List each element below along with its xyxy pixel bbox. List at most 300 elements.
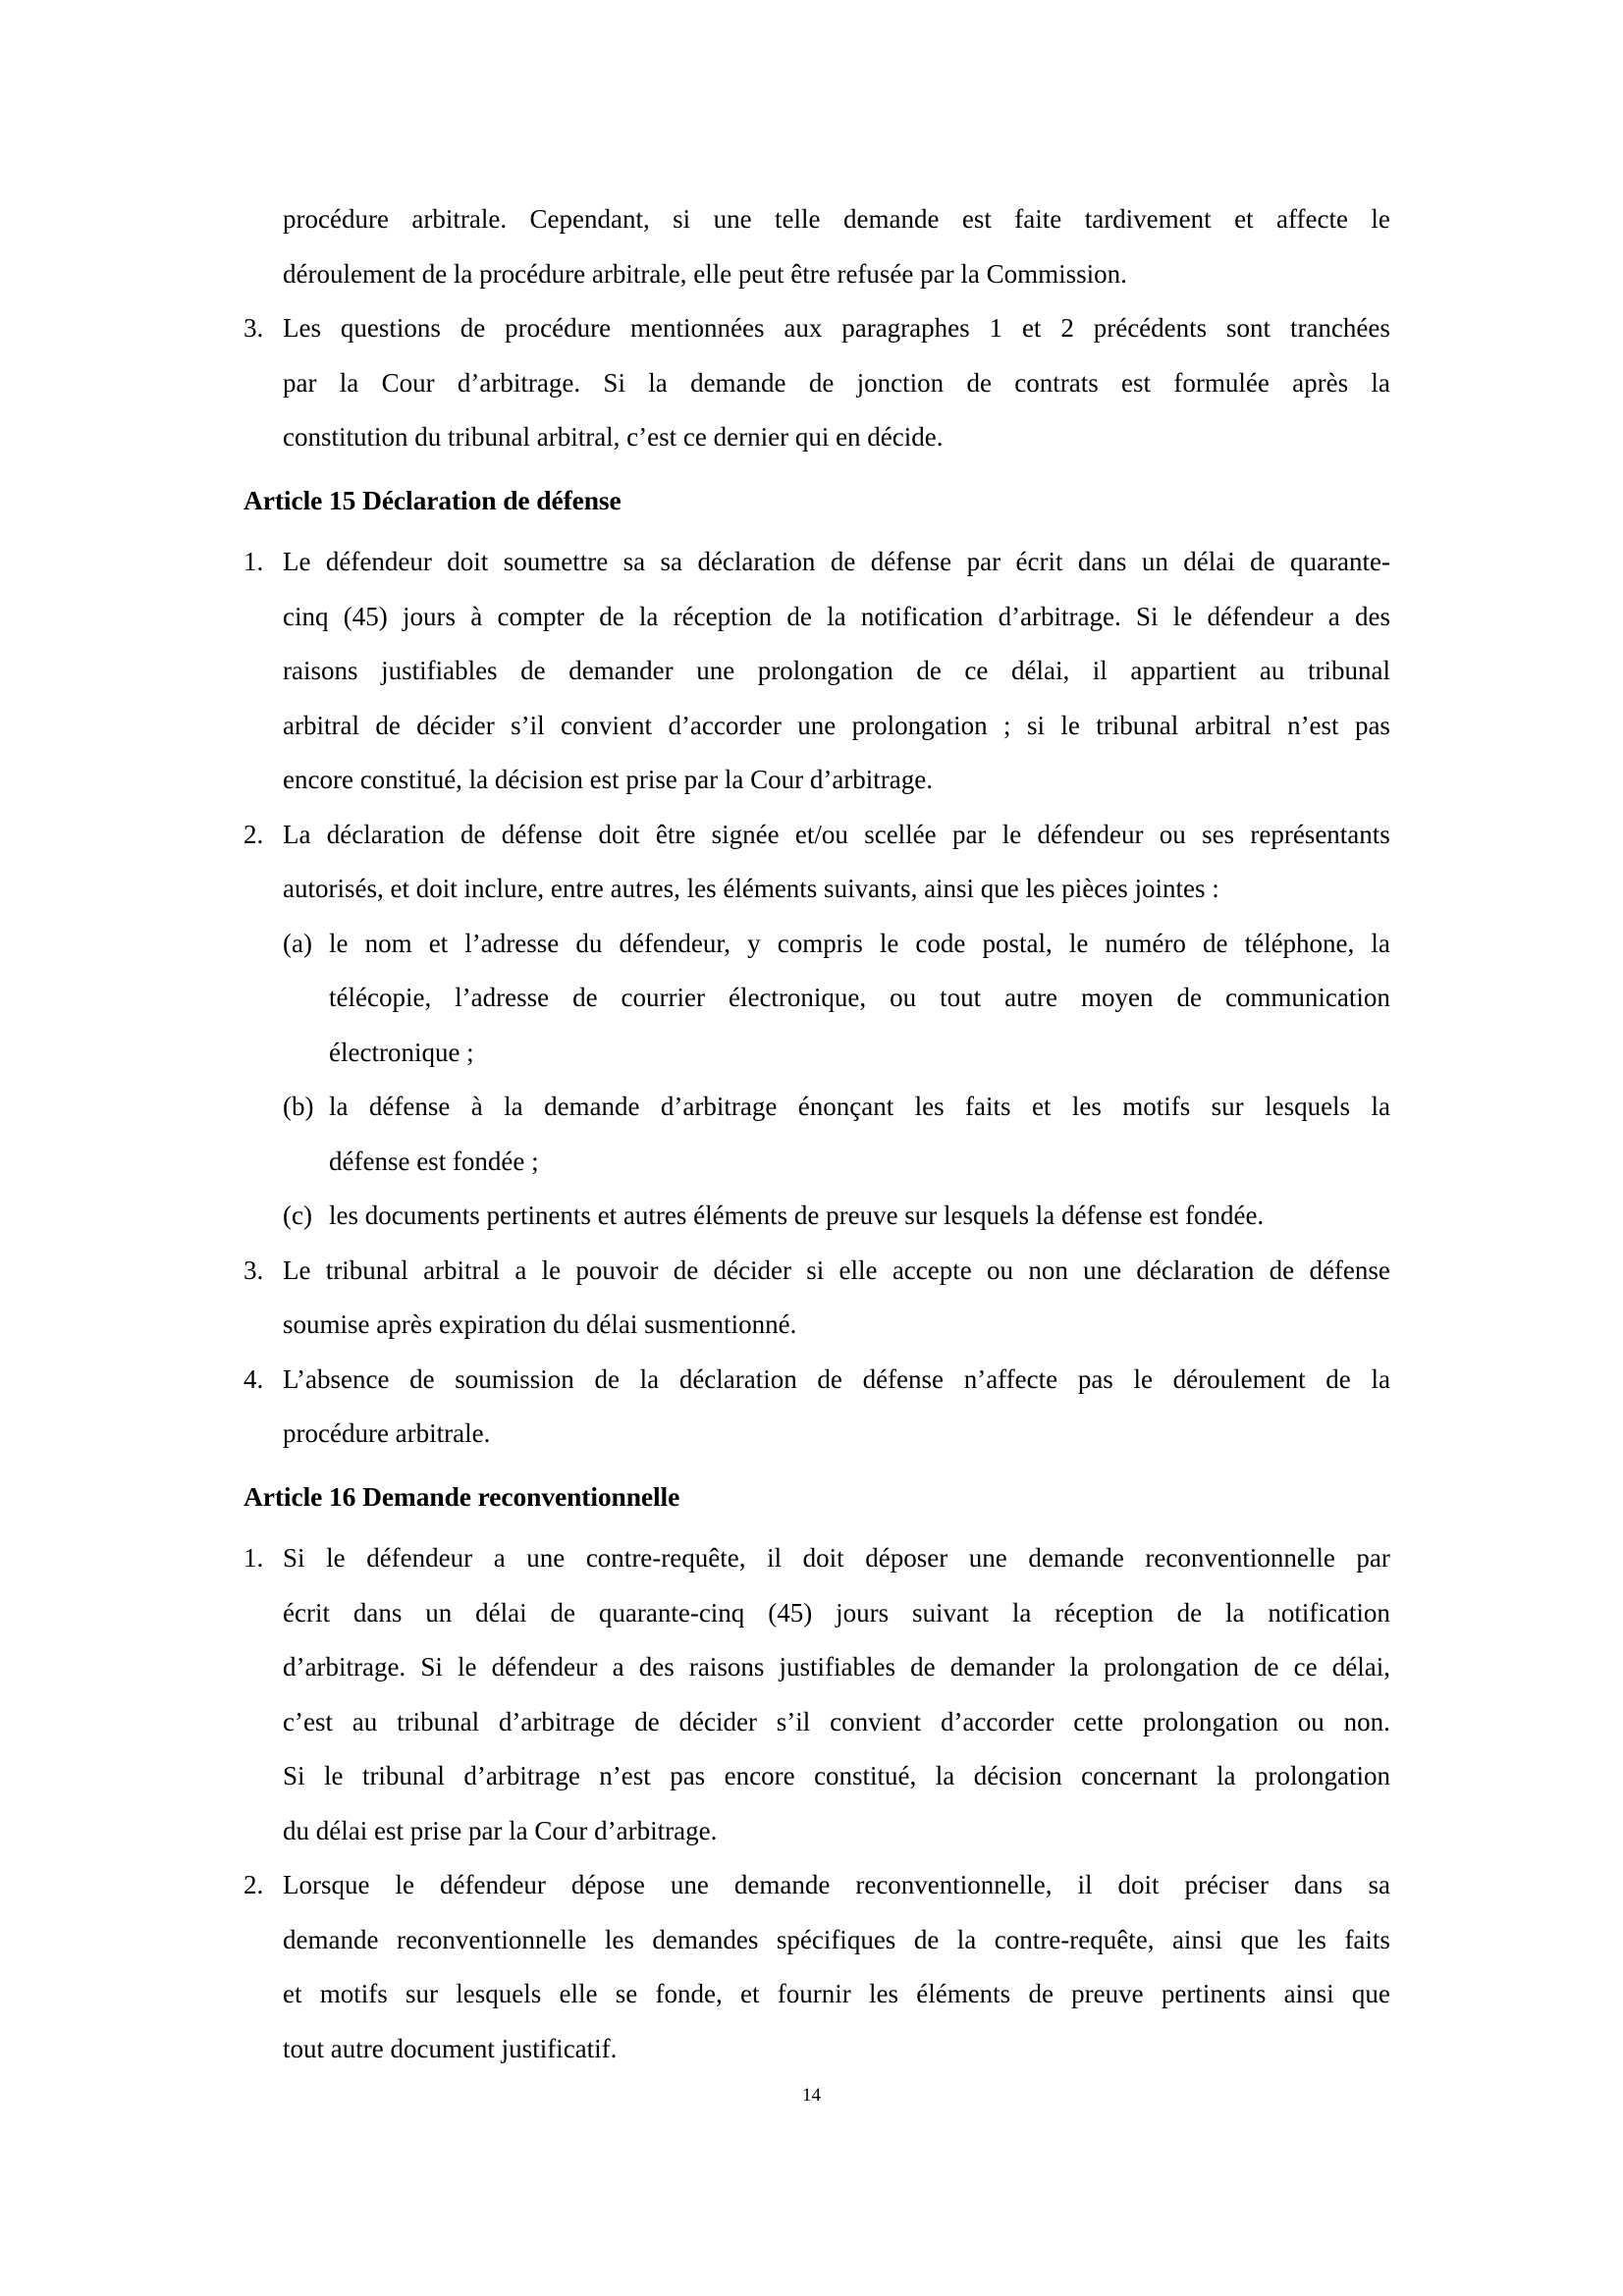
word: le [457,1652,477,1682]
word: la [1371,1363,1390,1394]
word: sont [1226,313,1271,343]
word: elle [559,1979,598,2008]
word: par [966,547,1001,576]
word: Si [283,1761,305,1790]
word: fournir [777,1979,851,2008]
word: la [1217,1761,1236,1790]
word: n’affecte [963,1363,1058,1394]
article-14-item-3 [243,301,1390,465]
text-line [283,808,1390,863]
word: de [1250,547,1275,576]
word: a [612,1652,624,1682]
word: de [594,1363,620,1394]
word: notification [1268,1597,1390,1628]
word: que [1240,1924,1279,1954]
word: le [879,928,899,958]
word: raisons [688,1652,765,1682]
word: la [339,367,359,398]
word: numéro [1105,928,1186,958]
word: procédure [505,313,612,343]
word: doit [447,547,489,576]
word: téléphone, [1244,928,1355,958]
word: le [1001,819,1022,849]
word: prolongation [1103,1652,1239,1682]
word: précédents [1093,313,1208,343]
word: la [639,1363,660,1394]
word: une [526,1543,566,1573]
word: de [375,710,401,740]
word: pas [1077,1363,1113,1394]
word: une [1083,1255,1122,1285]
word: convient [830,1706,922,1736]
word: la [1069,1652,1089,1682]
text-line: soumise après expiration du délai susmentionné. [283,1309,797,1339]
word: réception [673,601,773,631]
word: prolongation [1142,1706,1278,1736]
word: demande [544,1092,640,1121]
article-15-item-2-b [243,1080,1390,1189]
word: de [1325,1363,1351,1394]
word: demande [842,204,940,234]
word: par [283,367,317,398]
word: pouvoir [575,1255,659,1285]
word: de [786,601,812,631]
text-line [283,590,1390,645]
word: du [575,928,603,958]
word: 2 [1060,313,1074,343]
article-15-item-4 [243,1353,1390,1462]
word: à [470,601,483,631]
word: défense [862,1363,945,1394]
word: courrier [621,983,705,1012]
word: et [1021,313,1042,343]
word: de [1269,1255,1295,1285]
word: de [572,983,598,1012]
text-line [329,971,1390,1026]
word: demande [733,1870,831,1899]
text-line: déroulement de la procédure arbitrale, elle peut être refusée par la Commission. [283,258,1127,289]
text-line: électronique ; [329,1037,474,1067]
word: raisons [283,656,358,685]
word: délai, [1010,656,1070,685]
list-marker-number: 1. [243,547,264,576]
word: Le [283,1255,311,1285]
word: décider [416,710,495,740]
word: et [739,1979,760,2008]
word: et [1031,1092,1052,1121]
word: écrit [283,1597,330,1628]
word: et [1234,204,1254,234]
word: sur [406,1979,439,2008]
word: concernant [1081,1761,1198,1790]
word: sur [1211,1092,1244,1121]
word: d’arbitrage. [457,367,581,398]
word: la [827,601,846,631]
word: ainsi [1171,1924,1222,1954]
text-line [283,1967,1390,2022]
word: sa [1368,1870,1390,1899]
word: scellée [864,819,937,849]
word: a [514,1255,527,1285]
word: préciser [1184,1870,1269,1899]
word: des [1354,601,1390,631]
article-15-item-2-a [243,917,1390,1081]
list-marker-number: 3. [243,313,264,343]
text-line [283,1353,1390,1408]
word: éléments [916,1979,1011,2008]
word: une [968,1543,1007,1573]
word: est [1121,367,1152,398]
word: justifiables [779,1652,895,1682]
word: tribunal [325,1255,408,1285]
list-marker-letter: (c) [283,1201,312,1230]
word: de [673,1255,699,1285]
word: n’est [1287,710,1339,740]
word: appartient [1130,656,1237,685]
word: demande [690,367,786,398]
word: dans [352,1597,403,1628]
word: au [352,1706,378,1736]
text-line [283,1586,1390,1641]
word: Si [603,367,625,398]
word: n’est [599,1761,651,1790]
word: défense [1309,1255,1390,1285]
word: nom [364,928,412,958]
word: faits [1344,1924,1390,1954]
word: tribunal [361,1761,445,1790]
word: lesquels [456,1979,542,2008]
text-line [283,1531,1390,1586]
word: à [470,1092,483,1121]
word: signée [711,819,780,849]
vertical-spacer [243,513,1390,535]
word: la [1371,367,1390,398]
word: réception [1055,1597,1154,1628]
text-line [283,1858,1390,1913]
word: défense [368,1092,451,1121]
word: décider [678,1706,757,1736]
word: de [830,547,856,576]
word: elle [839,1255,878,1285]
word: demande [1028,1543,1124,1573]
word: de [1176,983,1202,1012]
word: défendeur [1207,601,1314,631]
word: pas [670,1761,706,1790]
word: communication [1224,983,1390,1012]
word: de [409,1363,435,1394]
word: la [1011,1597,1032,1628]
word: questions [340,313,441,343]
word: soumission [455,1363,574,1394]
word: mentionnées [629,313,765,343]
word: l’adresse [455,983,550,1012]
word: décision [973,1761,1062,1790]
word: justifiables [381,656,498,685]
word: de [817,1363,842,1394]
word: déposer [865,1543,948,1573]
word: non [1028,1255,1068,1285]
word: de [916,656,942,685]
word: la [1371,1092,1390,1121]
word: faite [1014,204,1062,234]
word: il [1077,1870,1093,1899]
word: tribunal [1096,710,1179,740]
word: prolongation [757,656,893,685]
word: de [520,656,546,685]
vertical-spacer [243,465,1390,487]
word: reconventionnelle, [855,1870,1053,1899]
vertical-spacer [243,1510,1390,1531]
text-line: les documents pertinents et autres éléments de preuve sur lesquels la défense est fondée. [329,1201,1265,1230]
word: arbitrale. [411,204,508,234]
word: (45) [768,1597,813,1628]
word: ce [964,656,989,685]
word: la [1371,928,1390,958]
word: affecte [1276,204,1348,234]
word: procédure [283,204,389,234]
word: le [1068,928,1089,958]
word: ainsi [1283,1979,1334,2008]
word: reconventionnelle [396,1924,587,1954]
word: la [956,1924,977,1954]
word: d’arbitrage. [998,601,1121,631]
word: le [329,928,349,958]
word: paragraphes [841,313,970,343]
word: motifs [319,1979,388,2008]
word: tardivement [1084,204,1212,234]
word: compter [497,601,584,631]
word: sa [660,547,683,576]
word: ce [1293,1652,1318,1682]
word: défendeur [366,1543,473,1573]
word: de [808,367,835,398]
word: et/ou [794,819,848,849]
word: postal, [982,928,1053,958]
list-marker-number: 4. [243,1363,264,1394]
word: de [913,1924,940,1954]
word: convient [561,710,653,740]
word: L’absence [283,1363,390,1394]
text-line [283,356,1390,411]
text-line [283,535,1390,590]
word: une [797,710,837,740]
text-line [283,699,1390,754]
article-16-item-2 [243,1858,1390,2076]
article-15-item-1 [243,535,1390,808]
word: code [915,928,966,958]
word: aux [784,313,823,343]
word: c’est [283,1706,333,1736]
text-line: procédure arbitrale. [283,1418,491,1448]
word: Cependant, [529,204,650,234]
word: dans [1077,547,1127,576]
word: un [425,1597,453,1628]
word: preuve [1071,1979,1144,2008]
word: moyen [1081,983,1154,1012]
list-marker-letter: (b) [283,1092,314,1121]
word: représentants [1250,819,1390,849]
word: si [673,204,691,234]
word: la [1224,1597,1245,1628]
word: notification [860,601,984,631]
word: fonde, [655,1979,723,2008]
word: ses [1202,819,1235,849]
word: cinq [283,601,329,631]
word: la [648,367,668,398]
word: défendeur, [619,928,731,958]
text-line: défense est fondée ; [329,1146,539,1176]
word: arbitral [1194,710,1271,740]
word: tribunal [1307,656,1390,685]
text-line: autorisés, et doit inclure, entre autres, les éléments suivants, ainsi que les pièces jointes : [283,874,1219,903]
text-line [283,1695,1390,1750]
word: constitué, [814,1761,917,1790]
list-marker-number: 3. [243,1255,264,1285]
word: défendeur [1037,819,1144,849]
word: après [1292,367,1349,398]
word: le [1371,204,1390,234]
word: délai [1183,547,1235,576]
word: par [1356,1543,1390,1573]
word: cette [1073,1706,1124,1736]
text-line: encore constitué, la décision est prise par la Cour d’arbitrage. [283,765,934,794]
word: si [806,1255,825,1285]
list-marker-number: 2. [243,1870,264,1899]
word: dépose [570,1870,645,1899]
text-line [283,192,1390,247]
word: la [638,601,659,631]
word: autre [1004,983,1058,1012]
word: (45) [343,601,388,631]
word: un [1141,547,1168,576]
word: d’arbitrage [463,1761,580,1790]
word: de [460,313,486,343]
word: de [460,819,486,849]
word: défendeur [491,1652,598,1682]
word: il [1092,656,1108,685]
word: Lorsque [283,1870,370,1899]
word: d’accorder [668,710,782,740]
text-line [283,301,1390,356]
word: des [638,1652,675,1682]
word: Si [1136,601,1159,631]
word: demander [568,656,674,685]
word: déclaration [326,819,445,849]
word: jonction [856,367,945,398]
word: Cour [381,367,435,398]
word: les [868,1979,898,2008]
word: y [747,928,761,958]
word: défense [501,819,583,849]
word: demandes [652,1924,759,1954]
word: jours [836,1597,890,1628]
text-line: constitution du tribunal arbitral, c’est ce dernier qui en décide. [283,422,944,452]
word: faits [965,1092,1011,1121]
article-15-item-2 [243,808,1390,917]
word: écrit [1015,547,1063,576]
word: prolongation [851,710,988,740]
word: tout [940,983,982,1012]
word: prolongation [1254,1761,1390,1790]
word: de [1176,1597,1203,1628]
word: énonçant [797,1092,894,1121]
word: ou [890,983,917,1012]
word: les [1296,1924,1326,1954]
word: s’il [511,710,545,740]
word: déclaration [678,1363,797,1394]
word: défense [870,547,952,576]
word: la [935,1761,955,1790]
page-body [243,192,1390,2076]
word: doit [598,819,640,849]
word: ou [987,1255,1014,1285]
word: une [696,656,735,685]
word: doit [802,1543,844,1573]
word: et [283,1979,302,2008]
word: La [283,819,311,849]
word: au [1259,656,1285,685]
word: reconventionnelle [1145,1543,1335,1573]
list-marker-number: 1. [243,1543,264,1573]
word: tribunal [397,1706,480,1736]
word: électronique, [728,983,867,1012]
word: les [1071,1092,1102,1121]
word: a [493,1543,506,1573]
word: 1 [989,313,1003,343]
word: demande [283,1924,379,1954]
word: d’arbitrage [498,1706,616,1736]
word: de [1203,928,1228,958]
word: encore [724,1761,795,1790]
text-line [283,1913,1390,1968]
word: de [599,601,624,631]
word: l’adresse [464,928,560,958]
page-number-footer: 14 [802,2085,821,2106]
word: une [670,1870,709,1899]
word: délai, [1331,1652,1390,1682]
word: telle [775,204,821,234]
article-15-heading: Article 15 Déclaration de défense [243,484,622,515]
word: suivant [911,1597,989,1628]
word: le [323,1761,344,1790]
word: jours [402,601,456,631]
word: si [1026,710,1045,740]
word: de [1254,1652,1279,1682]
text-line [283,644,1390,699]
word: formulée [1173,367,1270,398]
word: soumettre [503,547,609,576]
word: Les [283,313,321,343]
list-marker-letter: (a) [283,928,312,958]
word: dans [1294,1870,1343,1899]
text-line [283,1244,1390,1299]
article-16-item-1 [243,1531,1390,1858]
word: la [504,1092,523,1121]
article-15-item-2-c [243,1189,1390,1244]
word: de [910,1652,936,1682]
word: d’arbitrage. [283,1652,406,1682]
word: par [951,819,987,849]
word: quarante-cinq [598,1597,745,1628]
article-15-item-3 [243,1244,1390,1353]
word: déroulement [1172,1363,1306,1394]
word: non. [1343,1706,1390,1736]
word: de [550,1597,575,1628]
word: sa [622,547,646,576]
word: le [395,1870,414,1899]
word: défendeur [325,547,432,576]
word: la [329,1092,349,1121]
